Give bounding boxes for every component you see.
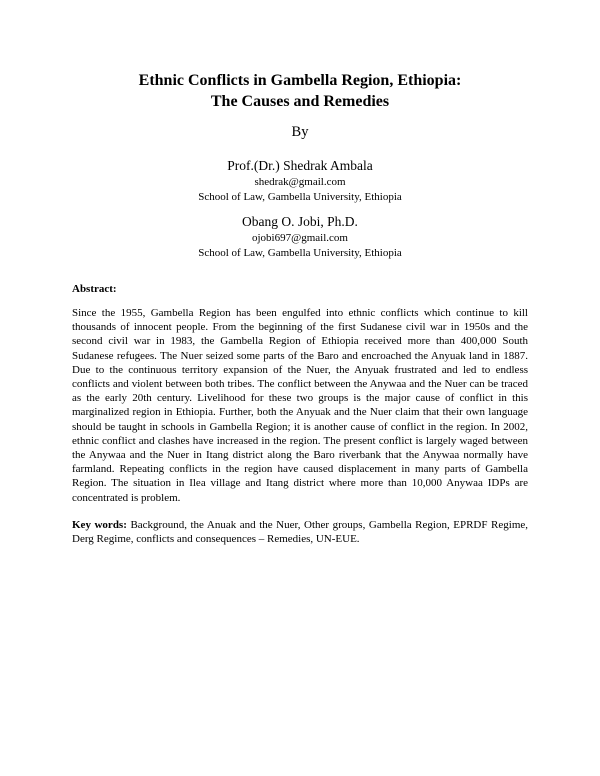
author-email: shedrak@gmail.com	[254, 176, 346, 188]
author-name: Obang O. Jobi, Ph.D.	[242, 214, 358, 229]
paper-title	[0, 70, 600, 112]
keywords-label: Key words:	[72, 519, 127, 531]
author-block-1	[0, 157, 600, 205]
abstract-heading: Abstract:	[72, 283, 117, 295]
author-affiliation: School of Law, Gambella University, Ethiopia	[198, 191, 402, 203]
abstract-body: Since the 1955, Gambella Region has been engulfed into ethnic conflicts which continue to kill thousands of innocent people. From the beginning of the first Sudanese civil war in 1950s and the second civil war in 1983, the Gambella Region of Ethiopia received more than 400,000 South Sudanese refugees. The Nuer seized some parts of the Baro and encroached the Anyuak land in 1887. Due to the continuous territory expansion of the Nuer, the Anyuak frustrated and led to endless conflicts and violent between both tribes. The conflict between the Anywaa and the Nuer can be traced as the early 20th century. Livelihood for these two groups is the major cause of conflict in this marginalized region in Ethiopia. Further, both the Anyuak and the Nuer claim that their own language should be taught in schools in Gambella Region; it is another cause of conflict in the region. In 2002, ethnic conflict and clashes have increased in the region. The present conflict is largely waged between the Anywaa and the Nuer in Itang district along the Baro riverbank that the Anywaa normally have farmland. Repeating conflicts in the region have caused displacement in many parts of Gambella Region. The situation in Ilea village and Itang district where more than 10,000 Anywaa IDPs are concentrated is problem.	[72, 307, 528, 504]
title-line-2: The Causes and Remedies	[210, 93, 390, 110]
author-block-2	[0, 213, 600, 261]
author-affiliation: School of Law, Gambella University, Ethiopia	[198, 247, 402, 259]
title-line-1: Ethnic Conflicts in Gambella Region, Ethiopia:	[138, 72, 462, 89]
author-name: Prof.(Dr.) Shedrak Ambala	[227, 158, 373, 173]
keywords-paragraph	[72, 518, 528, 547]
keywords-list: Background, the Anuak and the Nuer, Other groups, Gambella Region, EPRDF Regime, Derg Regime, conflicts and consequences – Remedies, UN-EUE.	[72, 519, 529, 546]
author-email: ojobi697@gmail.com	[252, 232, 348, 244]
by-line: By	[291, 124, 309, 140]
